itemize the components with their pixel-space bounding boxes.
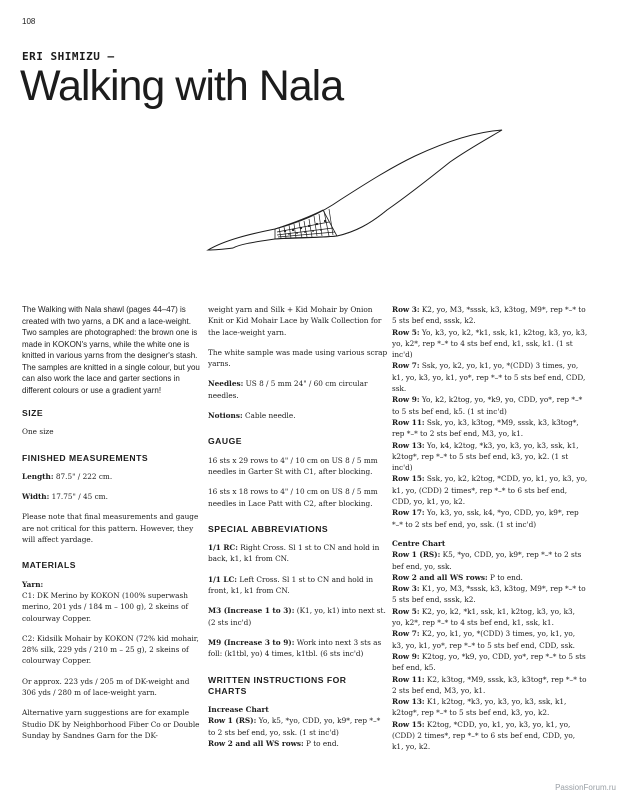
row-text: K2, yo, M3, *sssk, k3, k3tog, M9*, rep *–* to 5 sts bef end, sssk, k2. xyxy=(392,305,586,326)
row-label: Row 7: xyxy=(392,629,420,639)
instruction-row xyxy=(392,583,588,606)
instruction-row xyxy=(392,304,588,327)
row-label: Row 15: xyxy=(392,719,425,729)
yarn-c2: C2: Kidsilk Mohair by KOKON (72% kid mohair, 28% silk, 229 yds / 210 m – 25 g), 2 skeins of colourway Copper. xyxy=(22,633,199,666)
width-value: 17.75" / 45 cm. xyxy=(49,492,108,502)
yarn-c1: C1: DK Merino by KOKON (100% superwash merino, 201 yds / 184 m – 100 g), 2 skeins of colourway Copper. xyxy=(22,590,189,623)
length-line xyxy=(22,471,202,482)
yarn-alternatives-cont: weight yarn and Silk + Kid Mohair by Onion Knit or Kid Mohair Lace by Walk Collection for the lace-weight yarn. xyxy=(208,305,382,337)
increase-chart-heading: Increase Chart xyxy=(208,705,269,715)
row-label: Row 13: xyxy=(392,440,425,450)
row-text: K1, k2tog, *k3, yo, k3, yo, k3, ssk, k1, k2tog*, rep *–* to 5 sts bef end, k3, yo, k2. xyxy=(392,697,567,718)
row-text: Yo, k3, yo, k2, *k1, ssk, k1, k2tog, k3, yo, k3, yo, k2*, rep *–* to 4 sts bef end, k1, ssk, k1. (1 st inc'd) xyxy=(392,327,588,360)
yarn-approx: Or approx. 223 yds / 205 m of DK-weight and 306 yds / 280 m of lace-weight yarn. xyxy=(22,676,190,698)
row-label: Row 3: xyxy=(392,305,420,314)
abbreviation-text: (K1, yo, k1) into next st. (2 sts inc'd) xyxy=(208,606,386,627)
width-line xyxy=(22,491,202,502)
instruction-row xyxy=(392,696,588,719)
row-text: Yo, k2, k2tog, yo, *k9, yo, CDD, yo*, rep *–* to 5 sts bef end, k5. (1 st inc'd) xyxy=(392,395,583,416)
column-2 xyxy=(208,304,388,749)
row-text: Ssk, yo, k2, yo, k1, yo, *(CDD) 3 times, yo, k1, yo, k3, yo, k1, yo*, rep *–* to 5 sts bef end, CDD, ssk. xyxy=(392,361,586,394)
instruction-row xyxy=(392,606,588,629)
size-text: One size xyxy=(22,427,54,437)
abbreviation-item xyxy=(208,574,388,597)
notions-label: Notions: xyxy=(208,411,243,421)
row-text: K2, yo, k2, *k1, ssk, k1, k2tog, k3, yo, k3, yo, k2*, rep *–* to 4 sts bef end, k1, ssk, k1. xyxy=(392,606,575,628)
row-label: Row 3: xyxy=(392,584,420,594)
page-number: 108 xyxy=(22,17,36,26)
notions-value: Cable needle. xyxy=(242,411,296,421)
abbreviations-heading: SPECIAL ABBREVIATIONS xyxy=(208,523,329,534)
row-label: Row 13: xyxy=(392,697,425,707)
instruction-row xyxy=(392,549,588,572)
yarn-alternatives: Alternative yarn suggestions are for example Studio DK by Neighborhood Fiber Co or Double Sunday by Sandnes Garn for the DK- xyxy=(22,708,200,740)
needles-value: US 8 / 5 mm 24" / 60 cm circular needles. xyxy=(208,379,368,400)
instruction-row xyxy=(392,572,588,583)
instruction-row xyxy=(392,719,588,753)
instruction-row xyxy=(392,360,588,394)
row-label: Row 5: xyxy=(392,327,420,337)
abbreviation-term: 1/1 LC: xyxy=(208,574,237,584)
row-label: Row 1 (RS): xyxy=(392,550,441,560)
row-label: Row 17: xyxy=(392,508,425,518)
length-label: Length: xyxy=(22,471,54,481)
instruction-row xyxy=(392,394,588,417)
abbreviation-text: Work into next 3 sts as foll: (k1tbl, yo) 4 times, k1tbl. (6 sts inc'd) xyxy=(208,637,382,659)
abbreviation-term: M3 (Increase 1 to 3): xyxy=(208,606,295,616)
instruction-row xyxy=(392,674,588,697)
row-label: Row 9: xyxy=(392,395,420,405)
row-text: P to end. xyxy=(303,739,339,749)
instruction-row xyxy=(392,417,588,440)
abbreviation-item xyxy=(208,637,388,660)
row-text: P to end. xyxy=(487,572,523,582)
written-instructions-heading: WRITTEN INSTRUCTIONS FOR CHARTS xyxy=(208,674,347,696)
size-heading: SIZE xyxy=(22,408,44,418)
abbreviation-text: Left Cross. Sl 1 st to CN and hold in front, k1, k1 from CN. xyxy=(208,574,374,596)
row-text: Ssk, yo, k2, k2tog, *CDD, yo, k1, yo, k3, yo, k1, yo, (CDD) 2 times*, rep *–* to 6 sts bef end, CDD, yo, k1, yo, k2. xyxy=(392,474,588,507)
instruction-row xyxy=(392,628,588,651)
notions-line xyxy=(208,410,388,421)
shawl-illustration xyxy=(205,128,505,268)
row-label: Row 9: xyxy=(392,651,420,661)
row-label: Row 7: xyxy=(392,361,420,371)
row-text: K2tog, *CDD, yo, k1, yo, k3, yo, k1, yo, (CDD) 2 times*, rep *–* to 6 sts bef end, CDD, yo, k1, yo, k2. xyxy=(392,719,576,752)
row-text: K2tog, yo, *k9, yo, CDD, yo*, rep *–* to 5 sts bef end, k5. xyxy=(392,651,586,673)
materials-heading: MATERIALS xyxy=(22,560,76,571)
designer-name: ERI SHIMIZU – xyxy=(22,50,115,63)
yarn-heading: Yarn: xyxy=(22,579,44,589)
row-text: K2, yo, k1, yo, *(CDD) 3 times, yo, k1, yo, k3, yo, k1, yo*, rep *–* to 5 sts bef end, CDD, ssk. xyxy=(392,629,576,650)
abbreviation-item xyxy=(208,542,388,565)
row-text: Yo, k4, k2tog, *k3, yo, k3, yo, k3, ssk, k1, k2tog*, rep *–* to 5 sts bef end, k3, yo, k2. (1 st inc'd) xyxy=(392,440,579,473)
instruction-row xyxy=(392,327,588,361)
white-sample-note: The white sample was made using various scrap yarns. xyxy=(208,347,388,369)
gauge-lace: 16 sts x 18 rows to 4" / 10 cm on US 8 / 5 mm needles in Lace Patt with C2, after blocking. xyxy=(208,487,378,508)
abbreviation-term: 1/1 RC: xyxy=(208,543,238,553)
gauge-heading: GAUGE xyxy=(208,436,243,447)
intro-text: The Walking with Nala shawl (pages 44–47) is created with two yarns, a DK and a lace-weight. Two samples are photographed: the brown one is made in KOKON's yarns, while the white one is knitted in various yarns from the designer's stash. The samples are knitted in a single colour, but you can also work the lace and garter sections in different colours or use a gradient yarn! xyxy=(22,305,200,395)
finished-note: Please note that final measurements and gauge are not critical for this pattern. However, they will affect yardage. xyxy=(22,512,199,545)
abbreviation-text: Right Cross. Sl 1 st to CN and hold in back, k1, k1 from CN. xyxy=(208,543,380,564)
column-3 xyxy=(392,304,588,753)
abbreviation-item xyxy=(208,605,388,628)
gauge-garter: 16 sts x 29 rows to 4" / 10 cm on US 8 / 5 mm needles in Garter St with C1, after blocking. xyxy=(208,455,378,476)
finished-measurements-heading: FINISHED MEASUREMENTS xyxy=(22,452,149,463)
row-label: Row 15: xyxy=(392,474,425,484)
row-label: Row 5: xyxy=(392,606,420,616)
row-text: K5, *yo, CDD, yo, k9*, rep *–* to 2 sts bef end, yo, ssk. xyxy=(392,550,582,571)
row-label: Row 2 and all WS rows: xyxy=(208,739,304,749)
watermark: PassionForum.ru xyxy=(555,783,616,792)
row-text: Ssk, yo, k3, k3tog, *M9, sssk, k3, k3tog*, rep *–* to 2 sts bef end, M3, yo, k1. xyxy=(392,417,579,439)
row-label: Row 11: xyxy=(392,417,425,427)
needles-line xyxy=(208,378,388,401)
instruction-row xyxy=(392,473,588,507)
instruction-row xyxy=(208,715,388,738)
row-text: Yo, k5, *yo, CDD, yo, k9*, rep *–* to 2 sts bef end, yo, ssk. (1 st inc'd) xyxy=(208,716,381,737)
row-label: Row 1 (RS): xyxy=(208,716,257,726)
pattern-title: Walking with Nala xyxy=(20,62,344,110)
width-label: Width: xyxy=(22,492,50,502)
instruction-row xyxy=(392,651,588,674)
length-value: 87.5" / 222 cm. xyxy=(53,471,113,481)
needles-label: Needles: xyxy=(208,379,244,389)
instruction-row xyxy=(392,507,588,530)
row-text: K1, yo, M3, *sssk, k3, k3tog, M9*, rep *–* to 5 sts bef end, sssk, k2. xyxy=(392,584,586,605)
abbreviation-term: M9 (Increase 3 to 9): xyxy=(208,637,295,647)
instruction-row xyxy=(208,738,388,749)
row-text: K2, k3tog, *M9, sssk, k3, k3tog*, rep *–* to 2 sts bef end, M3, yo, k1. xyxy=(392,674,587,695)
instruction-row xyxy=(392,440,588,474)
row-label: Row 2 and all WS rows: xyxy=(392,572,488,582)
row-text: Yo, k3, yo, ssk, k4, *yo, CDD, yo, k9*, rep *–* to 2 sts bef end, yo, ssk. (1 st inc'd) xyxy=(392,508,579,529)
centre-chart-heading: Centre Chart xyxy=(392,538,446,548)
column-1 xyxy=(22,304,202,750)
row-label: Row 11: xyxy=(392,674,425,684)
